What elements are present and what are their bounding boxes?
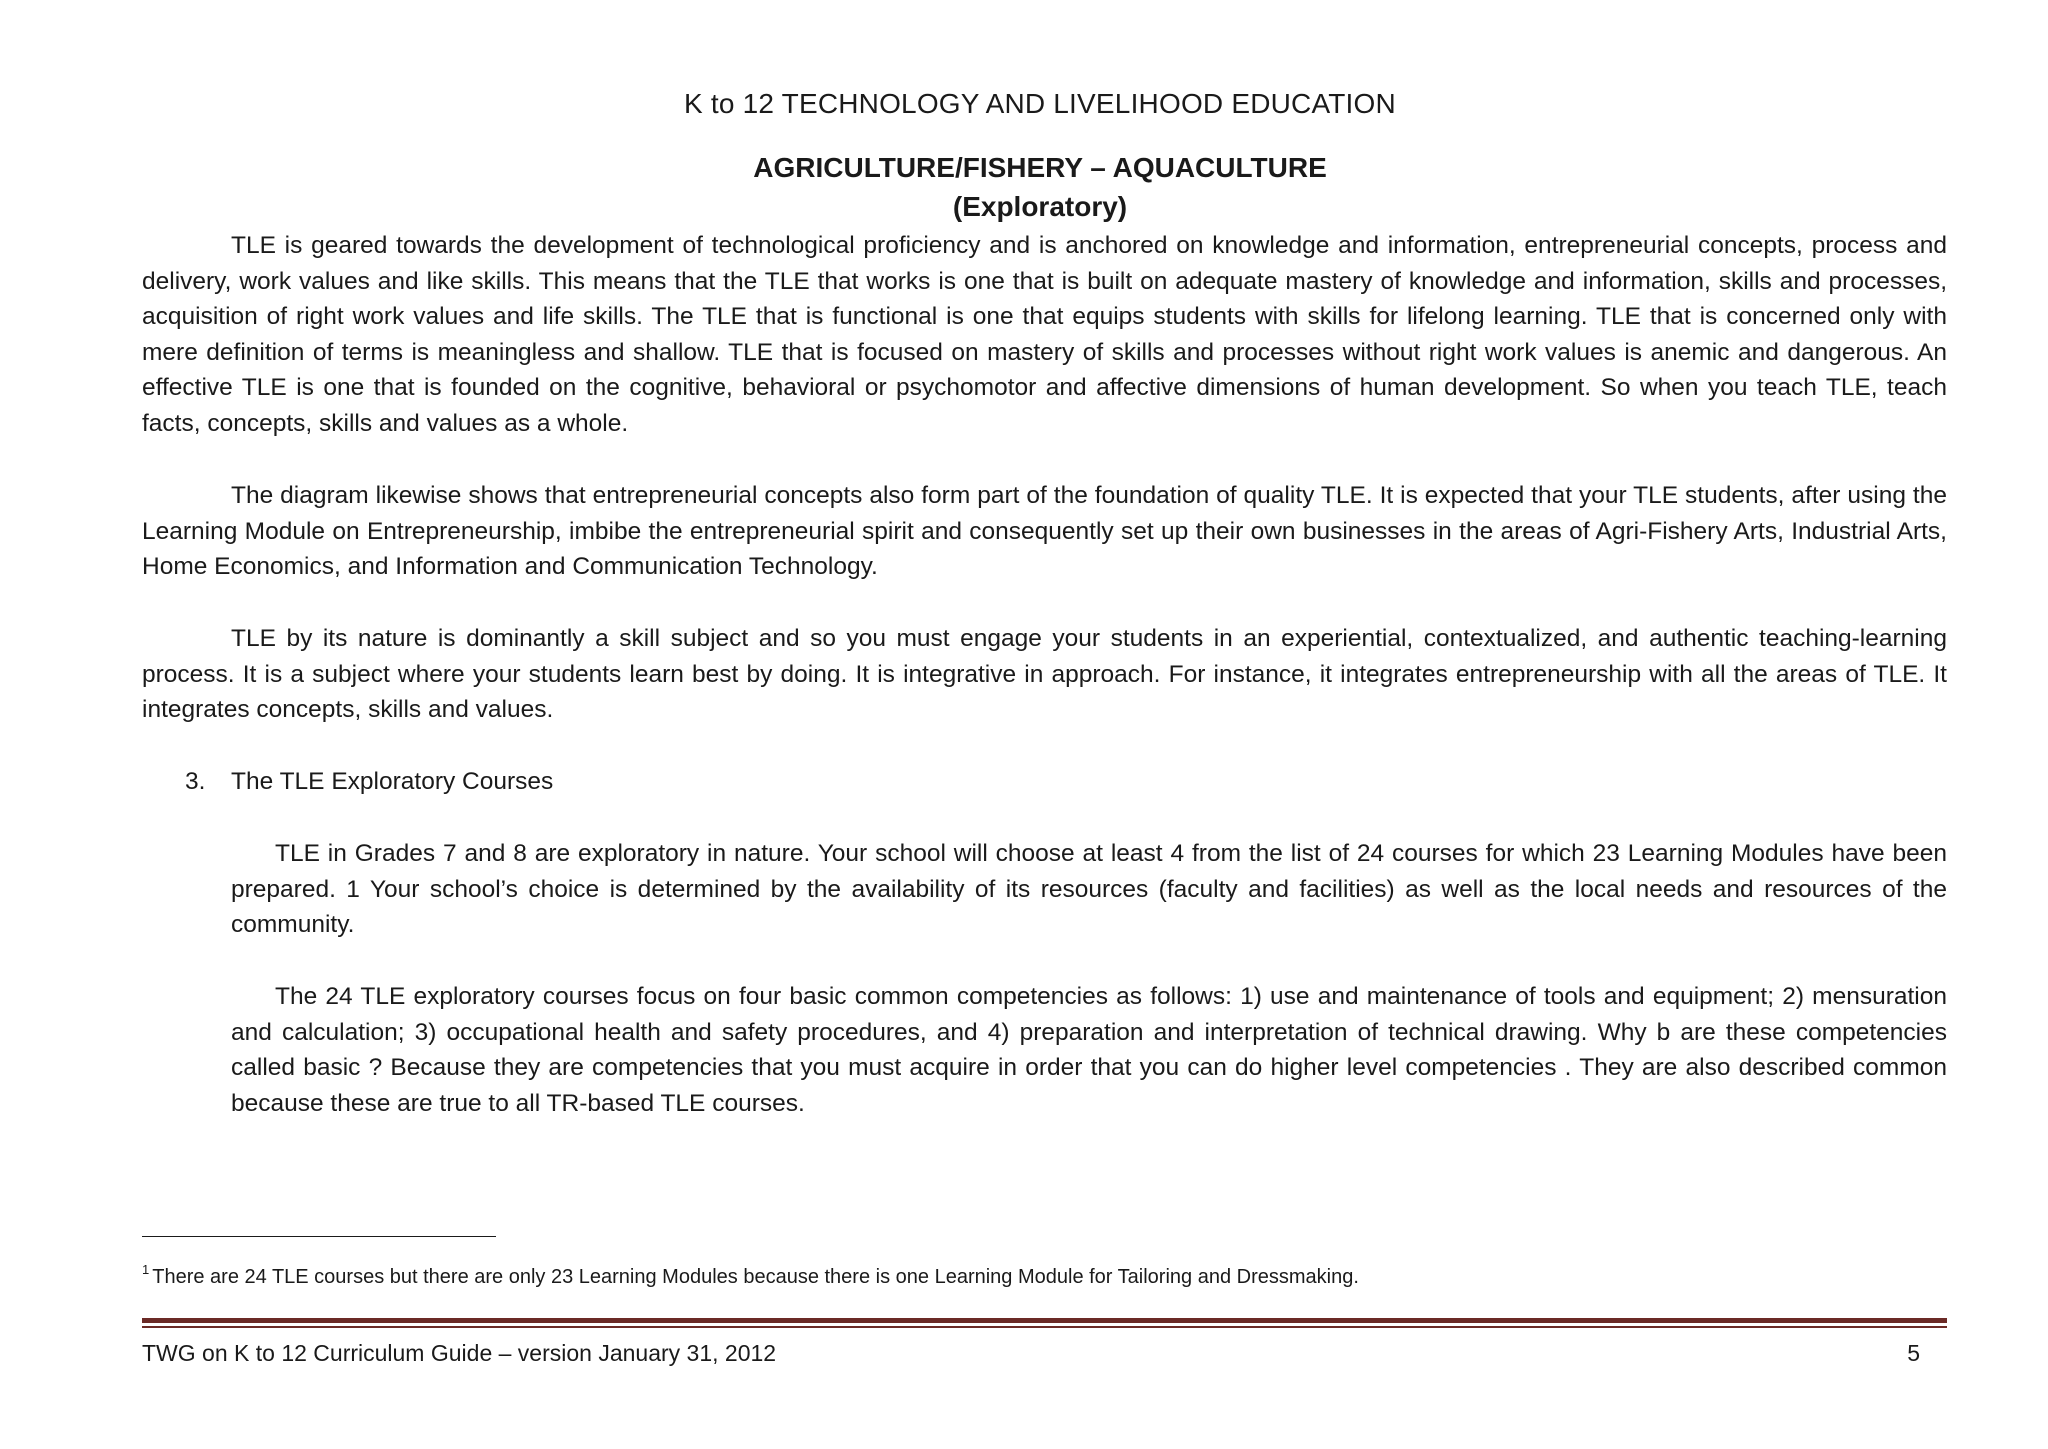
body-paragraph-3: TLE by its nature is dominantly a skill subject and so you must engage your students in an experiential, contextualized, and authentic teaching-learning process. It is a subject where your students learn best by doing. It is integrative in approach. For instance, it integrates entrepreneurship with all the areas of TLE. It integrates concepts, skills and values. — [142, 625, 1947, 724]
sub-paragraph-2: The 24 TLE exploratory courses focus on four basic common competencies as follows: 1) use and maintenance of tools and equipment; 2) mensuration and calculation; 3) occupational health and safety procedures, and 4) preparation and interpretation of technical drawing. Why b are these competencies called basic ? Because they are competencies that you must acquire in order that you can do higher level competencies . They are also described common because these are true to all TR-based TLE courses. — [231, 983, 1947, 1117]
sub-paragraph-1: TLE in Grades 7 and 8 are exploratory in nature. Your school will choose at least 4 from the list of 24 courses for which 23 Learning Modules have been prepared. 1 Your school’s choice is determined by the availability of its resources (faculty and facilities) as well as the local needs and resources of the community. — [231, 840, 1947, 939]
footnote — [142, 1258, 1359, 1289]
document-title: K to 12 TECHNOLOGY AND LIVELIHOOD EDUCATION — [684, 88, 1396, 119]
footer-divider-thick — [142, 1318, 1947, 1323]
body-paragraph-1: TLE is geared towards the development of technological proficiency and is anchored on knowledge and information, entrepreneurial concepts, process and delivery, work values and like skills. This means that the TLE that works is one that is built on adequate mastery of knowledge and information, skills and processes, acquisition of right work values and life skills. The TLE that is functional is one that equips students with skills for lifelong learning. TLE that is concerned only with mere definition of terms is meaningless and shallow. TLE that is focused on mastery of skills and processes without right work values is anemic and dangerous. An effective TLE is one that is founded on the cognitive, behavioral or psychomotor and affective dimensions of human development. So when you teach TLE, teach facts, concepts, skills and values as a whole. — [142, 232, 1947, 437]
footnote-marker: 1 — [142, 1262, 150, 1277]
footer-divider-thin — [142, 1326, 1947, 1328]
list-item-number: 3. — [185, 768, 206, 795]
list-item-exploratory-courses — [185, 764, 553, 800]
list-item-title: The TLE Exploratory Courses — [231, 768, 554, 795]
footnote-text: There are 24 TLE courses but there are only 23 Learning Modules because there is one Learning Module for Tailoring and Dressmaking. — [152, 1266, 1359, 1288]
footnote-divider — [142, 1236, 496, 1237]
subject-subtitle: (Exploratory) — [952, 191, 1128, 222]
page-number: 5 — [1907, 1340, 1920, 1366]
footer-text: TWG on K to 12 Curriculum Guide – version January 31, 2012 — [142, 1340, 777, 1366]
subject-title: AGRICULTURE/FISHERY – AQUACULTURE — [753, 152, 1327, 183]
body-paragraph-2: The diagram likewise shows that entrepreneurial concepts also form part of the foundation of quality TLE. It is expected that your TLE students, after using the Learning Module on Entrepreneurship, imbibe the entrepreneurial spirit and consequently set up their own businesses in the areas of Agri-Fishery Arts, Industrial Arts, Home Economics, and Information and Communication Technology. — [142, 482, 1947, 581]
